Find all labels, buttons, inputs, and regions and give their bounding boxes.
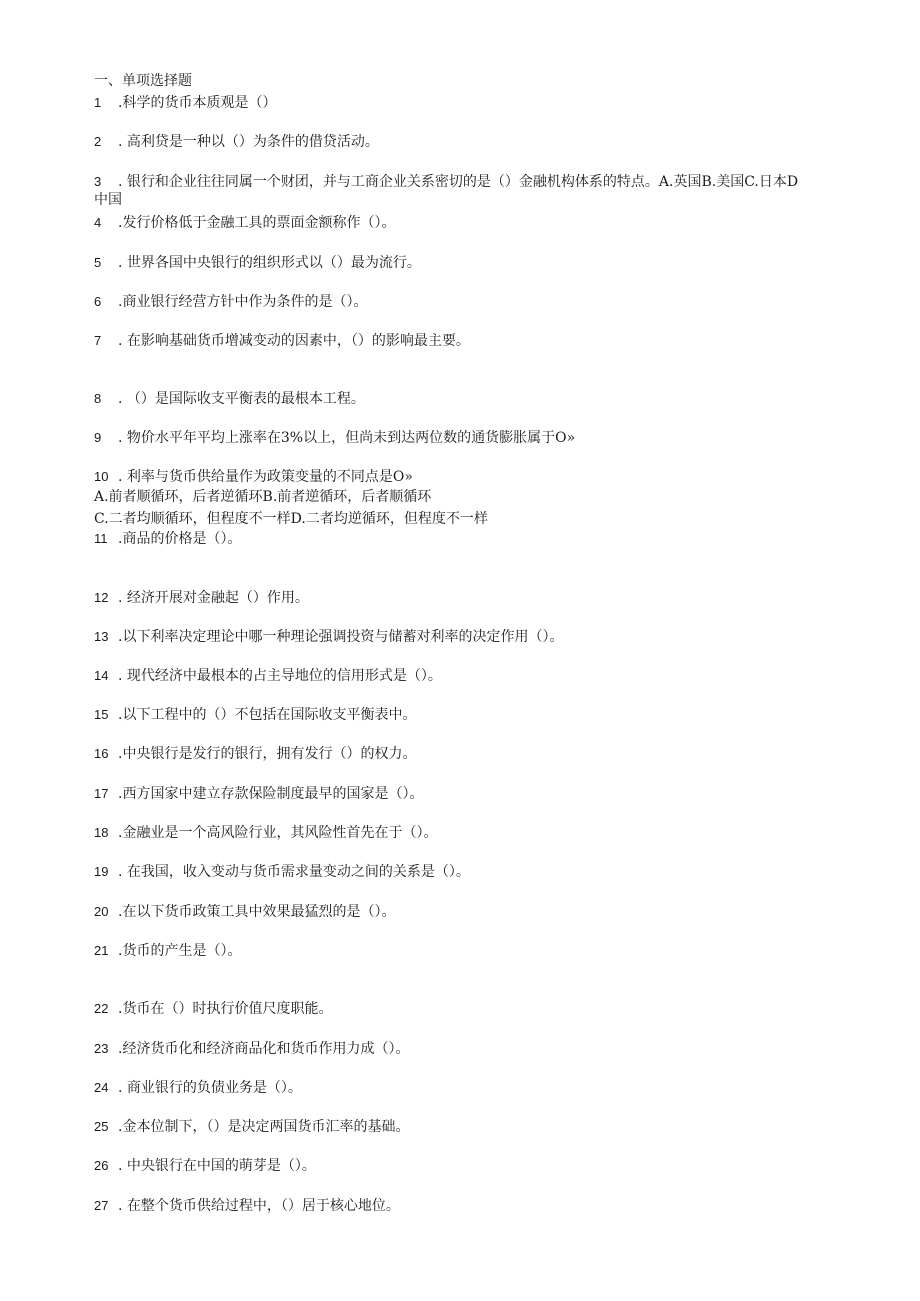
question-number: 13 (94, 629, 109, 644)
question-number: 7 (94, 333, 102, 348)
question-text: . 银行和企业往往同属一个财团，并与工商企业关系密切的是（）金融机构体系的特点。A.英国B.美国C.日本D (118, 174, 799, 190)
question-text: .金融业是一个高风险行业，其风险性首先在于（）。 (118, 825, 438, 841)
question-number: 12 (94, 590, 109, 605)
question-text: . （）是国际收支平衡表的最根本工程。 (118, 391, 365, 407)
question-text: . 世界各国中央银行的组织形式以（）最为流行。 (118, 255, 421, 271)
question-text: .以下工程中的（）不包括在国际收支平衡表中。 (118, 707, 417, 723)
question-10 (94, 468, 413, 486)
question-number: 10 (94, 469, 109, 484)
question-text: .以下利率决定理论中哪一种理论强调投资与储蓄对利率的决定作用（）。 (118, 629, 564, 645)
question-number: 21 (94, 943, 109, 958)
question-text: . 商业银行的负债业务是（）。 (118, 1080, 302, 1096)
question-number: 14 (94, 668, 109, 683)
question-text: .中央银行是发行的银行，拥有发行（）的权力。 (118, 746, 417, 762)
question-number: 11 (94, 531, 108, 546)
question-text: .科学的货币本质观是（） (118, 95, 277, 111)
question-text: . 现代经济中最根本的占主导地位的信用形式是（）。 (118, 668, 442, 684)
question-text: . 中央银行在中国的萌芽是（）。 (118, 1158, 316, 1174)
question-text: . 高利贷是一种以（）为条件的借贷活动。 (118, 134, 379, 150)
question-text: . 利率与货币供给量作为政策变量的不同点是O» (118, 469, 413, 485)
question-12 (94, 589, 309, 607)
question-16 (94, 745, 416, 763)
question-number: 17 (94, 786, 109, 801)
question-9 (94, 429, 575, 447)
question-number: 6 (94, 294, 102, 309)
question-number: 24 (94, 1080, 109, 1095)
question-10-option-row-2: C.二者均顺循环，但程度不一样D.二者均逆循环，但程度不一样 (94, 511, 488, 527)
question-text: .发行价格低于金融工具的票面金额称作（）。 (118, 215, 396, 231)
question-1 (94, 94, 276, 112)
question-text: .西方国家中建立存款保险制度最早的国家是（）。 (118, 786, 424, 802)
question-number: 22 (94, 1001, 109, 1016)
question-number: 2 (94, 134, 102, 149)
question-number: 27 (94, 1198, 109, 1213)
question-number: 5 (94, 255, 102, 270)
question-27 (94, 1197, 400, 1215)
question-24 (94, 1079, 302, 1097)
question-22 (94, 1000, 332, 1018)
question-number: 3 (94, 174, 102, 189)
question-text: .商业银行经营方针中作为条件的是（）。 (118, 294, 368, 310)
question-text: .货币在（）时执行价值尺度职能。 (118, 1001, 333, 1017)
question-number: 1 (94, 95, 102, 110)
question-number: 9 (94, 430, 102, 445)
question-5 (94, 254, 421, 272)
question-19 (94, 863, 470, 881)
section-title: 一、单项选择题 (94, 73, 192, 89)
question-8 (94, 390, 365, 408)
question-15 (94, 706, 416, 724)
question-17 (94, 785, 423, 803)
question-10-option-row-1: A.前者顺循环，后者逆循环B.前者逆循环，后者顺循环 (94, 489, 432, 505)
question-text: . 在我国，收入变动与货币需求量变动之间的关系是（）。 (118, 864, 470, 880)
question-number: 20 (94, 904, 109, 919)
question-25 (94, 1118, 409, 1136)
question-14 (94, 667, 442, 685)
question-number: 8 (94, 391, 102, 406)
question-number: 23 (94, 1041, 109, 1056)
question-7 (94, 332, 470, 350)
question-number: 18 (94, 825, 109, 840)
question-20 (94, 903, 395, 921)
question-number: 19 (94, 864, 109, 879)
question-11 (94, 530, 241, 548)
question-13 (94, 628, 563, 646)
question-number: 26 (94, 1158, 109, 1173)
question-text: . 在整个货币供给过程中，（）居于核心地位。 (118, 1198, 400, 1214)
question-3-continuation: 中国 (94, 192, 122, 208)
question-text: . 物价水平年平均上涨率在3%以上，但尚未到达两位数的通货膨胀属于O» (118, 430, 576, 446)
question-text: .货币的产生是（）。 (118, 943, 242, 959)
question-18 (94, 824, 437, 842)
question-text: .在以下货币政策工具中效果最猛烈的是（）。 (118, 904, 396, 920)
question-text: .金本位制下，（）是决定两国货币汇率的基础。 (118, 1119, 410, 1135)
question-26 (94, 1157, 316, 1175)
question-6 (94, 293, 367, 311)
question-text: . 经济开展对金融起（）作用。 (118, 590, 309, 606)
question-2 (94, 133, 379, 151)
question-number: 25 (94, 1119, 109, 1134)
question-21 (94, 942, 241, 960)
question-23 (94, 1040, 409, 1058)
question-number: 16 (94, 746, 109, 761)
question-number: 15 (94, 707, 109, 722)
question-text: .商品的价格是（）。 (118, 531, 242, 547)
question-text: . 在影响基础货币增减变动的因素中，（）的影响最主要。 (118, 333, 470, 349)
question-number: 4 (94, 215, 102, 230)
question-4 (94, 214, 395, 232)
question-text: .经济货币化和经济商品化和货币作用力成（）。 (118, 1041, 410, 1057)
question-3 (94, 173, 798, 191)
